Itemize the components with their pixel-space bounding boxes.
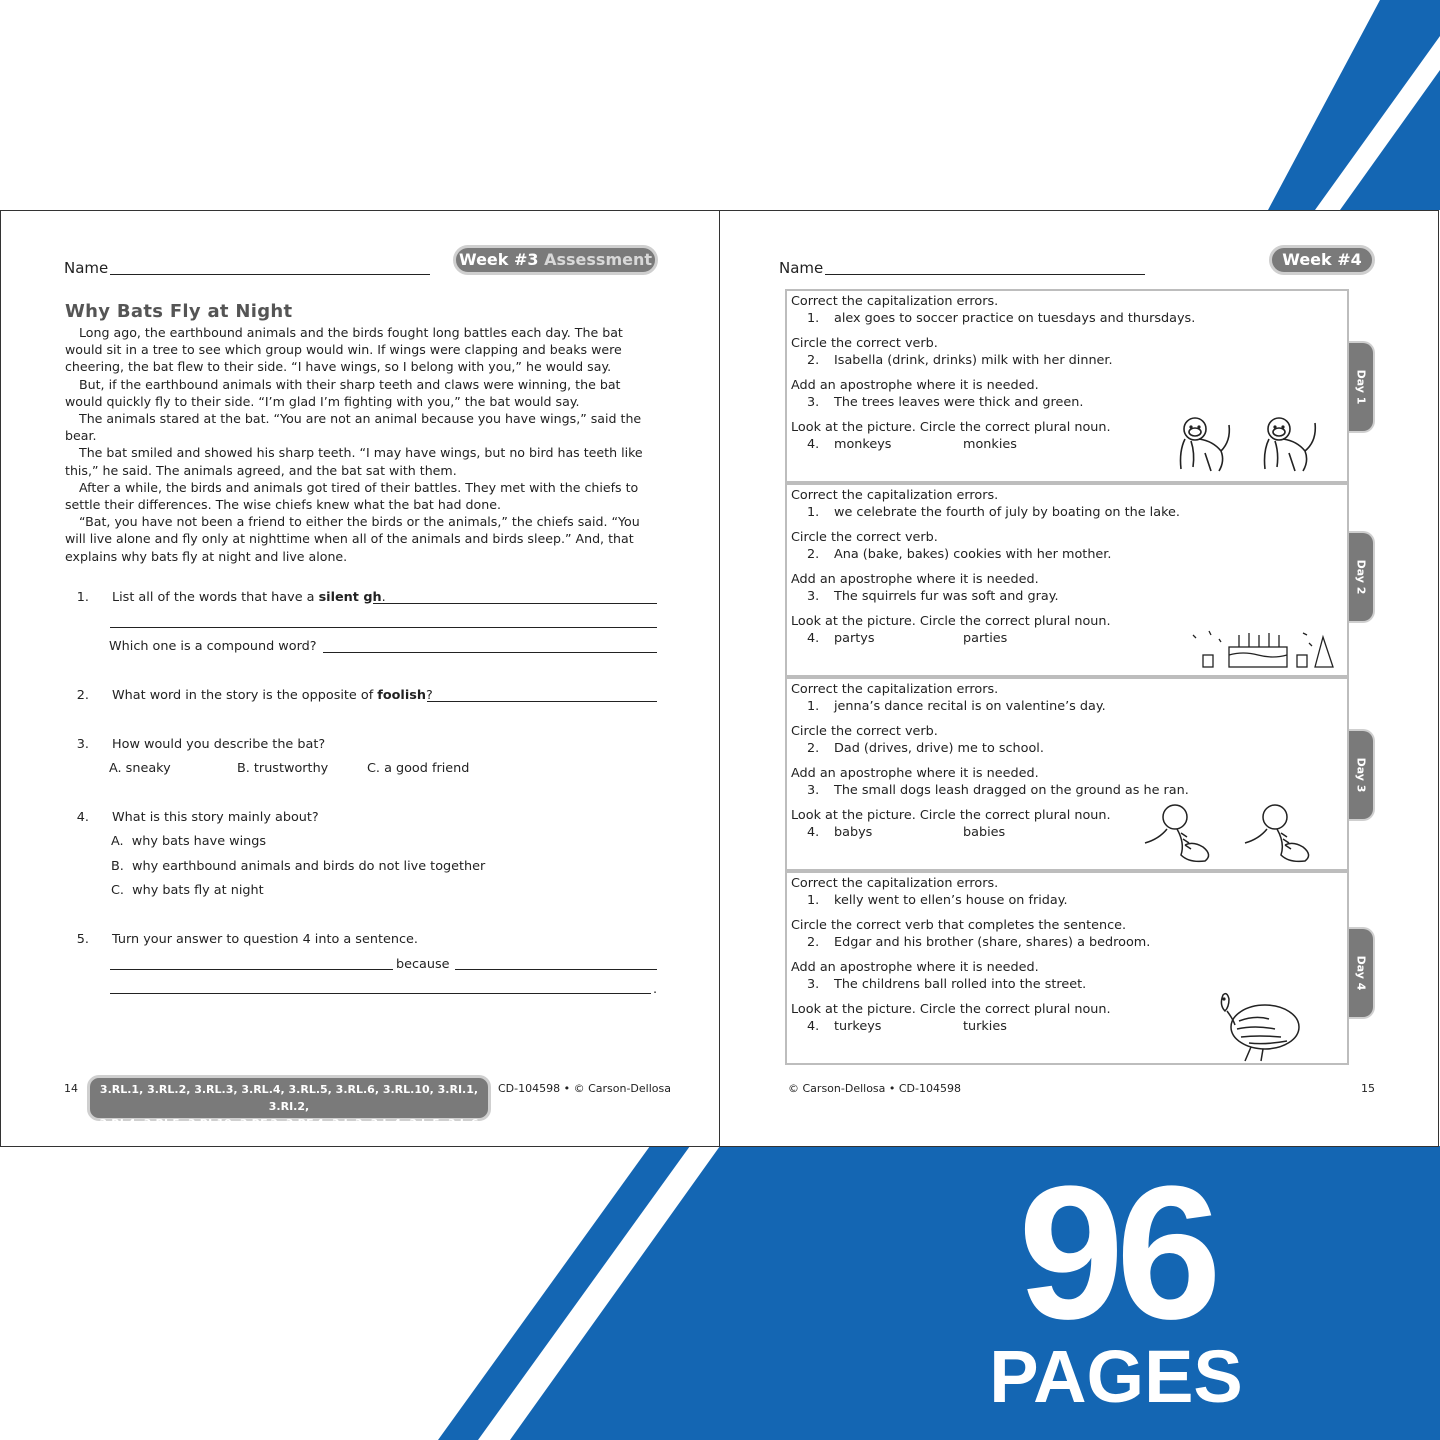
- question-number: 4.: [76, 810, 89, 825]
- name-label: Name: [779, 259, 824, 277]
- item-number: 1.: [807, 505, 820, 520]
- page-number: 15: [1361, 1082, 1375, 1095]
- apostrophe-sentence: The childrens ball rolled into the street.: [834, 977, 1087, 992]
- item-number: 2.: [807, 935, 820, 950]
- week-badge: [1269, 245, 1375, 275]
- plural-prompt: Look at the picture. Circle the correct plural noun.: [791, 420, 1111, 435]
- answer-line[interactable]: [455, 969, 657, 970]
- item-number: 3.: [807, 395, 820, 410]
- caps-prompt: Correct the capitalization errors.: [791, 876, 999, 891]
- verb-prompt: Circle the correct verb.: [791, 336, 938, 351]
- plural-option-b[interactable]: turkies: [963, 1019, 1007, 1034]
- item-number: 3.: [807, 783, 820, 798]
- option-a[interactable]: A. sneaky: [109, 761, 171, 776]
- monkeys-illustration: [1165, 411, 1335, 479]
- right-page: [719, 210, 1439, 1147]
- apostrophe-prompt: Add an apostrophe where it is needed.: [791, 766, 1039, 781]
- story-text: [65, 324, 660, 565]
- plural-prompt: Look at the picture. Circle the correct plural noun.: [791, 614, 1111, 629]
- verb-sentence: Isabella (drink, drinks) milk with her dinner.: [834, 353, 1113, 368]
- question-number: 2.: [76, 688, 89, 703]
- plural-option-b[interactable]: babies: [963, 825, 1006, 840]
- option-b[interactable]: B. trustworthy: [237, 761, 329, 776]
- name-blank: [110, 274, 430, 275]
- standards-line: 3.RL.1, 3.RL.2, 3.RL.3, 3.RL.4, 3.RL.5, 3.RL.6, 3.RL.10, 3.RI.1, 3.RI.2,: [99, 1083, 479, 1113]
- day-3-tab[interactable]: Day 3: [1349, 729, 1375, 821]
- item-number: 4.: [807, 825, 820, 840]
- verb-prompt: Circle the correct verb.: [791, 530, 938, 545]
- day-2-tab[interactable]: Day 2: [1349, 531, 1375, 623]
- plural-option-b[interactable]: monkies: [963, 437, 1017, 452]
- caps-sentence: jenna’s dance recital is on valentine’s day.: [834, 699, 1106, 714]
- story-paragraph: But, if the earthbound animals with their sharp teeth and claws were winning, the bat would quickly fly to their side. “I’m glad I’m fighting with you,” the bat would say.: [65, 376, 621, 409]
- day-3-block: [785, 677, 1349, 871]
- item-number: 3.: [807, 977, 820, 992]
- plural-prompt: Look at the picture. Circle the correct plural noun.: [791, 1002, 1111, 1017]
- day-2-block: [785, 483, 1349, 677]
- page-number: 14: [64, 1082, 78, 1095]
- option-a[interactable]: A. why bats have wings: [111, 834, 267, 849]
- question-text: What word in the story is the opposite of foolish?: [112, 688, 433, 703]
- verb-prompt: Circle the correct verb.: [791, 724, 938, 739]
- week-label: Assessment: [544, 250, 652, 269]
- question-text: How would you describe the bat?: [112, 737, 326, 752]
- name-label: Name: [64, 259, 109, 277]
- name-field: [64, 259, 430, 277]
- day-1-block: [785, 289, 1349, 483]
- item-number: 1.: [807, 311, 820, 326]
- day-1-tab[interactable]: Day 1: [1349, 341, 1375, 433]
- plural-option-a[interactable]: babys: [834, 825, 873, 840]
- apostrophe-sentence: The squirrels fur was soft and gray.: [834, 589, 1059, 604]
- plural-prompt: Look at the picture. Circle the correct plural noun.: [791, 808, 1111, 823]
- caps-sentence: kelly went to ellen’s house on friday.: [834, 893, 1068, 908]
- question-text: List all of the words that have a silent gh.: [112, 590, 386, 605]
- plural-option-b[interactable]: parties: [963, 631, 1008, 646]
- caps-prompt: Correct the capitalization errors.: [791, 682, 999, 697]
- apostrophe-sentence: The small dogs leash dragged on the ground as he ran.: [834, 783, 1189, 798]
- option-c[interactable]: C. why bats fly at night: [111, 883, 264, 898]
- day-4-tab[interactable]: Day 4: [1349, 927, 1375, 1019]
- item-number: 2.: [807, 741, 820, 756]
- sentence-end: .: [653, 982, 658, 997]
- verb-sentence: Edgar and his brother (share, shares) a bedroom.: [834, 935, 1151, 950]
- answer-line[interactable]: [427, 701, 657, 702]
- item-number: 2.: [807, 547, 820, 562]
- option-b[interactable]: B. why earthbound animals and birds do not live together: [111, 859, 486, 874]
- item-number: 1.: [807, 699, 820, 714]
- footer-code: CD-104598 • © Carson-Dellosa: [498, 1082, 671, 1095]
- story-paragraph: Long ago, the earthbound animals and the birds fought long battles each day. The bat would sit in a tree to see which group would win. If wings were clapping and beaks were cheering, the bat flew to their side. “I have wings, so I belong with you,” he would say.: [65, 325, 623, 375]
- week-number: Week #4: [1282, 250, 1362, 269]
- caps-prompt: Correct the capitalization errors.: [791, 294, 999, 309]
- page-count-label: PAGES: [989, 1335, 1243, 1418]
- day-4-block: [785, 871, 1349, 1065]
- answer-line[interactable]: [323, 652, 657, 653]
- left-page: [0, 210, 720, 1147]
- question-1-followup: Which one is a compound word?: [109, 639, 317, 654]
- apostrophe-sentence: The trees leaves were thick and green.: [834, 395, 1084, 410]
- week-number: Week #3: [459, 250, 539, 269]
- plural-option-a[interactable]: turkeys: [834, 1019, 882, 1034]
- option-c[interactable]: C. a good friend: [367, 761, 470, 776]
- name-field: [779, 259, 1145, 277]
- story-paragraph: The bat smiled and showed his sharp teeth. “I may have wings, but no bird has teeth like this,” he said. The animals agreed, and the bat sat with them.: [65, 445, 643, 478]
- item-number: 3.: [807, 589, 820, 604]
- apostrophe-prompt: Add an apostrophe where it is needed.: [791, 572, 1039, 587]
- party-illustration: [1189, 625, 1339, 673]
- name-blank: [825, 274, 1145, 275]
- plural-option-a[interactable]: monkeys: [834, 437, 892, 452]
- plural-option-a[interactable]: partys: [834, 631, 875, 646]
- story-paragraph: After a while, the birds and animals got tired of their battles. They met with the chiefs to settle their differences. The wise chiefs knew what the bat had done.: [65, 479, 639, 513]
- caps-sentence: alex goes to soccer practice on tuesdays and thursdays.: [834, 311, 1196, 326]
- item-number: 4.: [807, 631, 820, 646]
- answer-line[interactable]: [373, 603, 657, 604]
- item-number: 4.: [807, 437, 820, 452]
- caps-sentence: we celebrate the fourth of july by boating on the lake.: [834, 505, 1180, 520]
- question-text: Turn your answer to question 4 into a sentence.: [112, 932, 418, 947]
- verb-sentence: Dad (drives, drive) me to school.: [834, 741, 1044, 756]
- verb-prompt: Circle the correct verb that completes the sentence.: [791, 918, 1127, 933]
- story-paragraph: The animals stared at the bat. “You are not an animal because you have wings,” said the bear.: [65, 411, 642, 444]
- page-count-number: 96: [1018, 1147, 1214, 1359]
- item-number: 4.: [807, 1019, 820, 1034]
- question-number: 1.: [76, 590, 89, 605]
- apostrophe-prompt: Add an apostrophe where it is needed.: [791, 960, 1039, 975]
- apostrophe-prompt: Add an apostrophe where it is needed.: [791, 378, 1039, 393]
- verb-sentence: Ana (bake, bakes) cookies with her mother.: [834, 547, 1112, 562]
- because-label: because: [396, 957, 450, 972]
- week-badge: [453, 245, 658, 275]
- question-text: What is this story mainly about?: [112, 810, 319, 825]
- item-number: 1.: [807, 893, 820, 908]
- standards-badge: [87, 1075, 491, 1130]
- answer-line[interactable]: [110, 993, 651, 994]
- standards-line: 3.RI.4, 3.RI.5, 3.RI.10, 3.RF.3, 3.RF.4, 3.L.3, 3.L.4, 3.L.5, 3.L.6: [99, 1117, 479, 1130]
- answer-line[interactable]: [110, 627, 657, 628]
- footer-code: © Carson-Dellosa • CD-104598: [788, 1082, 961, 1095]
- caps-prompt: Correct the capitalization errors.: [791, 488, 999, 503]
- story-title: Why Bats Fly at Night: [65, 301, 293, 322]
- turkey-illustration: [1215, 985, 1307, 1063]
- item-number: 2.: [807, 353, 820, 368]
- story-paragraph: “Bat, you have not been a friend to either the birds or the animals,” the chiefs said. “You will live alone and fly only at nighttime when all of the animals and birds sleep.” And, that explains why bats fly at night and live alone.: [65, 514, 640, 564]
- question-number: 3.: [76, 737, 89, 752]
- question-number: 5.: [76, 932, 89, 947]
- babies-illustration: [1141, 799, 1337, 869]
- answer-line[interactable]: [110, 969, 393, 970]
